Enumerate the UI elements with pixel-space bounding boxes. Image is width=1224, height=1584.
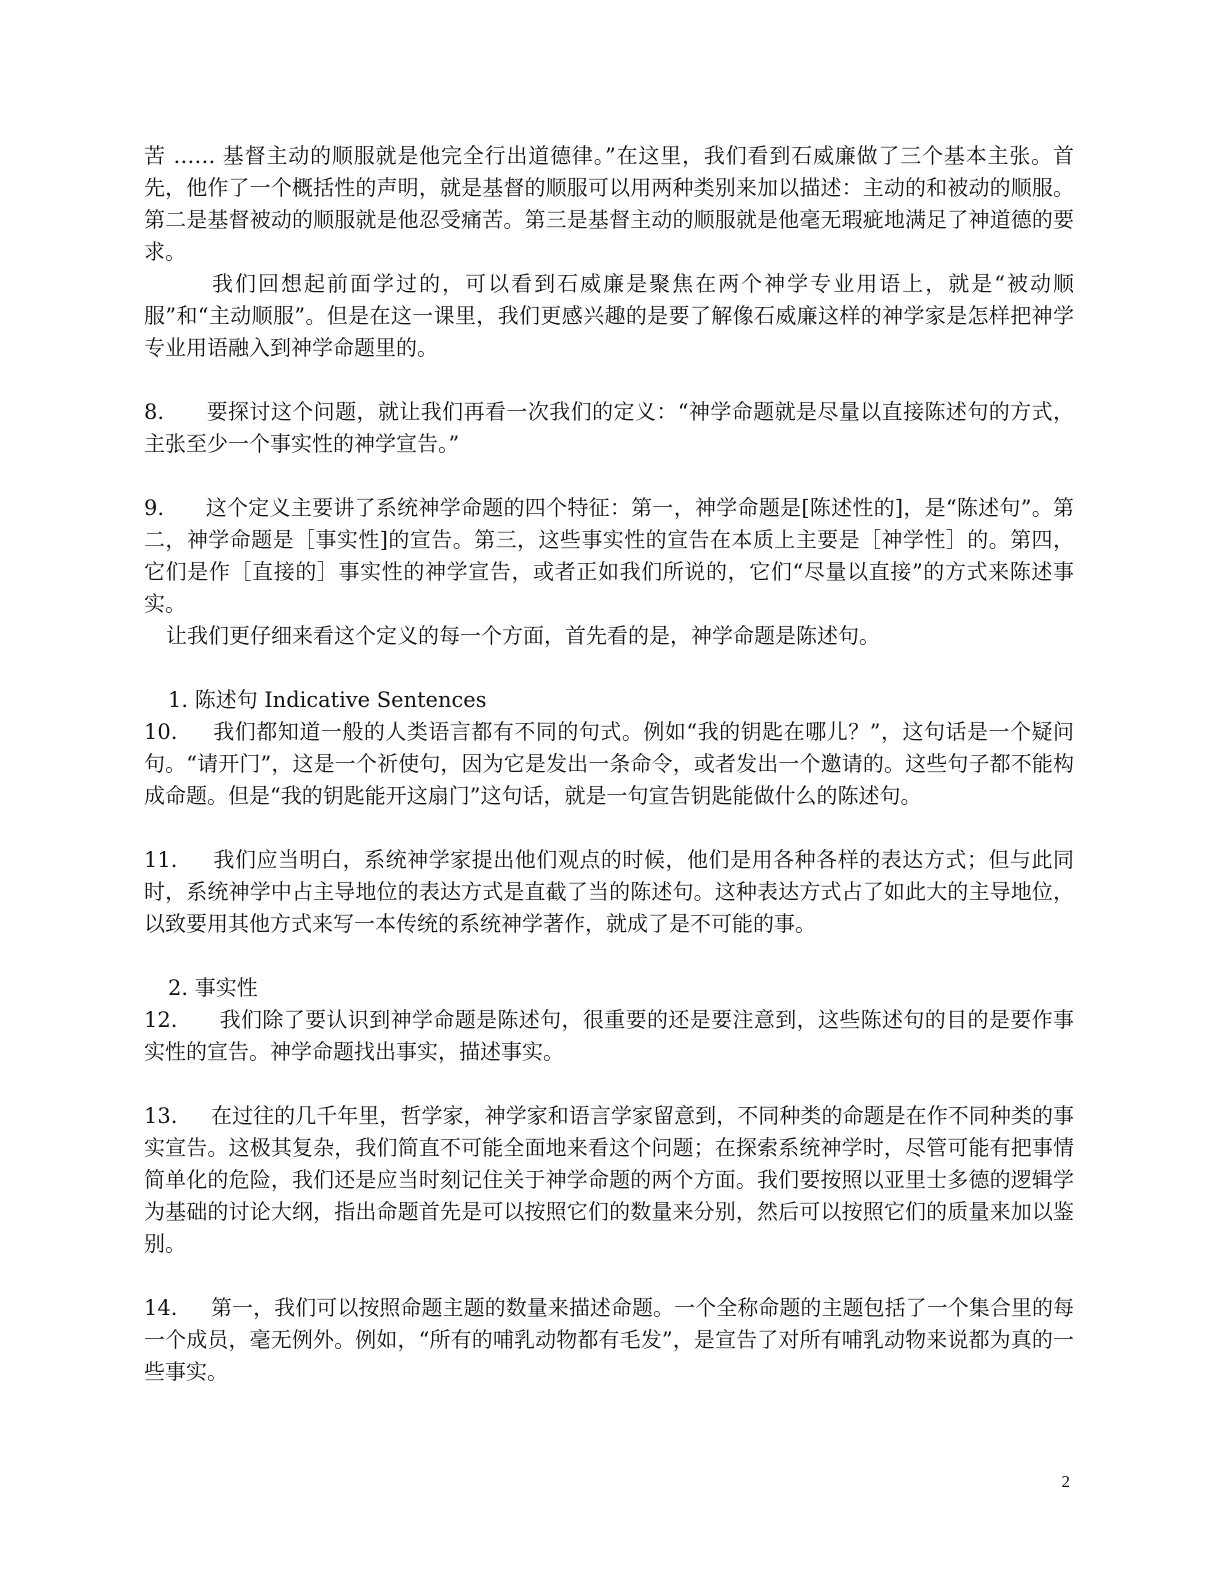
paragraph-gap — [144, 940, 1074, 972]
paragraph-9: 9. 这个定义主要讲了系统神学命题的四个特征：第一，神学命题是[陈述性的]，是“陈述句”。第二，神学命题是［事实性]的宣告。第三，这些事实性的宣告在本质上主要是［神学性］的。第四，它们是作［直接的］事实性的神学宣告，或者正如我们所说的，它们“尽量以直接”的方式来陈述事实。 — [144, 496, 1074, 616]
section-heading-indicative: 1. 陈述句 Indicative Sentences — [168, 688, 487, 712]
document-body — [144, 140, 1074, 1388]
paragraph-continuation: 苦 …… 基督主动的顺服就是他完全行出道德律。”在这里，我们看到石威廉做了三个基本主张。首先，他作了一个概括性的声明，就是基督的顺服可以用两种类别来加以描述：主动的和被动的顺服。第二是基督被动的顺服就是他忍受痛苦。第三是基督主动的顺服就是他毫无瑕疵地满足了神道德的要求。 — [144, 144, 1074, 264]
paragraph-11: 11. 我们应当明白，系统神学家提出他们观点的时候，他们是用各种各样的表达方式；但与此同时，系统神学中占主导地位的表达方式是直截了当的陈述句。这种表达方式占了如此大的主导地位，以致要用其他方式来写一本传统的系统神学著作，就成了是不可能的事。 — [144, 848, 1074, 936]
paragraph-intro-aspects: 让我们更仔细来看这个定义的每一个方面，首先看的是，神学命题是陈述句。 — [166, 624, 880, 648]
paragraph-gap — [144, 1068, 1074, 1100]
paragraph-gap — [144, 460, 1074, 492]
paragraph-gap — [144, 364, 1074, 396]
paragraph-8: 8. 要探讨这个问题，就让我们再看一次我们的定义：“神学命题就是尽量以直接陈述句的方式，主张至少一个事实性的神学宣告。” — [144, 400, 1074, 456]
paragraph-gap — [144, 1260, 1074, 1292]
paragraph-gap — [144, 812, 1074, 844]
paragraph-gap — [144, 652, 1074, 684]
paragraph-14: 14. 第一，我们可以按照命题主题的数量来描述命题。一个全称命题的主题包括了一个集合里的每一个成员，毫无例外。例如，“所有的哺乳动物都有毛发”，是宣告了对所有哺乳动物来说都为真的一些事实。 — [144, 1296, 1074, 1384]
paragraph-13: 13. 在过往的几千年里，哲学家，神学家和语言学家留意到，不同种类的命题是在作不同种类的事实宣告。这极其复杂，我们简直不可能全面地来看这个问题；在探索系统神学时，尽管可能有把事情简单化的危险，我们还是应当时刻记住关于神学命题的两个方面。我们要按照以亚里士多德的逻辑学为基础的讨论大纲，指出命题首先是可以按照它们的数量来分别，然后可以按照它们的质量来加以鉴别。 — [144, 1104, 1074, 1256]
paragraph-10: 10. 我们都知道一般的人类语言都有不同的句式。例如“我的钥匙在哪儿？”，这句话是一个疑问句。“请开门”，这是一个祈使句，因为它是发出一条命令，或者发出一个邀请的。这些句子都不能构成命题。但是“我的钥匙能开这扇门”这句话，就是一句宣告钥匙能做什么的陈述句。 — [144, 720, 1074, 808]
section-heading-factual: 2. 事实性 — [168, 976, 258, 1000]
paragraph-12: 12. 我们除了要认识到神学命题是陈述句，很重要的还是要注意到，这些陈述句的目的是要作事实性的宣告。神学命题找出事实，描述事实。 — [144, 1008, 1074, 1064]
page-number: 2 — [1061, 1472, 1070, 1491]
paragraph-recall: 我们回想起前面学过的，可以看到石威廉是聚焦在两个神学专业用语上，就是“被动顺服”和“主动顺服”。但是在这一课里，我们更感兴趣的是要了解像石威廉这样的神学家是怎样把神学专业用语融入到神学命题里的。 — [144, 272, 1074, 360]
